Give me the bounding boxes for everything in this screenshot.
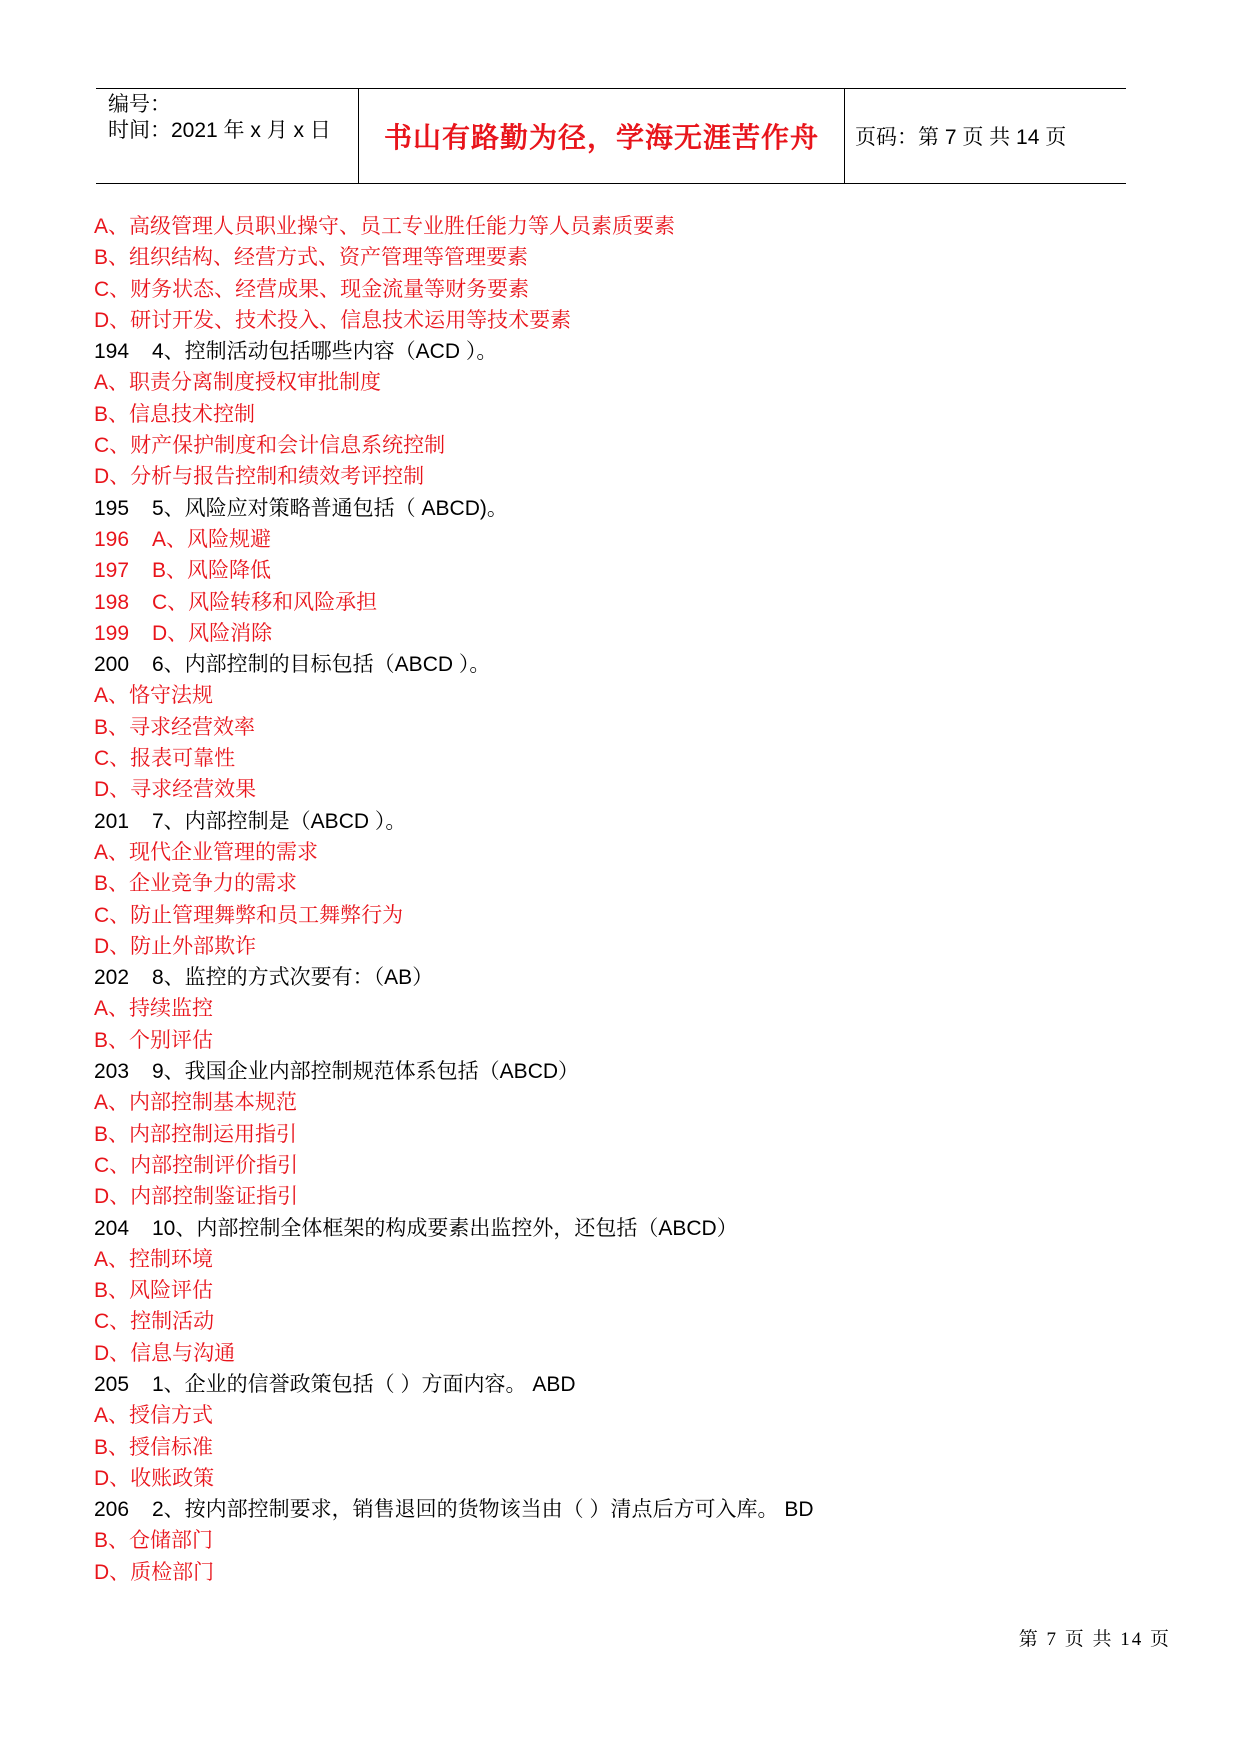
option-line <box>94 430 1134 461</box>
option-line <box>94 367 1134 398</box>
line-number: 195 <box>94 496 130 520</box>
line-text: B、内部控制运用指引 <box>94 1122 298 1146</box>
line-text: D、风险消除 <box>152 621 273 645</box>
line-text: D、分析与报告控制和绩效考评控制 <box>94 465 425 489</box>
line-text: D、研讨开发、技术投入、信息技术运用等技术要素 <box>94 308 572 332</box>
option-line <box>94 618 1134 649</box>
option-line <box>94 1463 1134 1494</box>
time-label: 时间：2021 年 x 月 x 日 <box>108 119 331 142</box>
option-line <box>94 712 1134 743</box>
line-text: A、现代企业管理的需求 <box>94 840 319 864</box>
question-line <box>94 493 1134 524</box>
option-line <box>94 1150 1134 1181</box>
option-line <box>94 1119 1134 1150</box>
option-line <box>94 993 1134 1024</box>
option-line <box>94 1400 1134 1431</box>
option-line <box>94 1306 1134 1337</box>
option-line <box>94 680 1134 711</box>
option-line <box>94 774 1134 805</box>
line-text: C、控制活动 <box>94 1310 215 1334</box>
line-text: 10、内部控制全体框架的构成要素出监控外，还包括（ABCD） <box>152 1216 738 1240</box>
option-line <box>94 305 1134 336</box>
page-footer: 第 7 页 共 14 页 <box>1018 1629 1171 1650</box>
option-line <box>94 587 1134 618</box>
line-text: B、授信标准 <box>94 1435 214 1459</box>
option-line <box>94 1275 1134 1306</box>
line-text: C、报表可靠性 <box>94 747 236 771</box>
line-text: 1、企业的信誉政策包括（ ）方面内容。 ABD <box>152 1372 576 1396</box>
line-text: C、财产保护制度和会计信息系统控制 <box>94 434 446 458</box>
line-text: C、风险转移和风险承担 <box>152 590 378 614</box>
line-text: D、寻求经营效果 <box>94 778 257 802</box>
question-line <box>94 1056 1134 1087</box>
line-number: 204 <box>94 1216 130 1240</box>
option-line <box>94 1181 1134 1212</box>
line-text: B、风险降低 <box>152 559 272 583</box>
line-text: A、高级管理人员职业操守、员工专业胜任能力等人员素质要素 <box>94 215 676 238</box>
line-number: 199 <box>94 621 130 645</box>
line-text: C、防止管理舞弊和员工舞弊行为 <box>94 903 404 927</box>
line-number: 205 <box>94 1372 130 1396</box>
option-line <box>94 743 1134 774</box>
option-line <box>94 1432 1134 1463</box>
question-line <box>94 1213 1134 1244</box>
line-number: 197 <box>94 559 130 583</box>
option-line <box>94 242 1134 273</box>
line-text: A、恪守法规 <box>94 684 214 708</box>
line-text: A、授信方式 <box>94 1404 214 1428</box>
line-text: B、个别评估 <box>94 1028 214 1052</box>
header-meta-cell <box>96 89 359 183</box>
line-text: A、控制环境 <box>94 1247 214 1271</box>
line-number: 198 <box>94 590 130 614</box>
header-page-cell <box>845 89 1125 183</box>
line-number: 194 <box>94 340 130 364</box>
line-text: D、信息与沟通 <box>94 1341 236 1365</box>
serial-label: 编号： <box>108 93 171 116</box>
line-text: 9、我国企业内部控制规范体系包括（ABCD） <box>152 1060 580 1084</box>
line-number: 206 <box>94 1498 130 1522</box>
line-text: B、信息技术控制 <box>94 402 256 426</box>
option-line <box>94 900 1134 931</box>
line-text: 4、控制活动包括哪些内容（ACD ）。 <box>152 340 498 364</box>
option-line <box>94 931 1134 962</box>
line-number: 202 <box>94 966 130 990</box>
line-text: A、持续监控 <box>94 997 214 1021</box>
line-number: 200 <box>94 653 130 677</box>
line-text: C、财务状态、经营成果、现金流量等财务要素 <box>94 277 530 301</box>
line-text: B、组织结构、经营方式、资产管理等管理要素 <box>94 246 529 270</box>
option-line <box>94 211 1134 242</box>
line-text: D、内部控制鉴证指引 <box>94 1185 299 1209</box>
line-text: 6、内部控制的目标包括（ABCD ）。 <box>152 653 491 677</box>
line-number: 203 <box>94 1060 130 1084</box>
option-line <box>94 1244 1134 1275</box>
question-line <box>94 962 1134 993</box>
question-line <box>94 1494 1134 1525</box>
option-line <box>94 555 1134 586</box>
option-line <box>94 837 1134 868</box>
option-line <box>94 1557 1134 1588</box>
line-text: D、质检部门 <box>94 1560 215 1584</box>
line-text: B、仓储部门 <box>94 1529 214 1553</box>
option-line <box>94 1525 1134 1556</box>
line-text: B、风险评估 <box>94 1279 214 1303</box>
option-line <box>94 1338 1134 1369</box>
question-line <box>94 806 1134 837</box>
page-info: 页码：第 7 页 共 14 页 <box>855 126 1067 149</box>
line-text: C、内部控制评价指引 <box>94 1153 299 1177</box>
line-text: 7、内部控制是（ABCD ）。 <box>152 809 407 833</box>
line-text: B、企业竞争力的需求 <box>94 872 298 896</box>
page-header <box>96 88 1126 184</box>
option-line <box>94 1025 1134 1056</box>
header-motto-cell <box>359 89 845 183</box>
line-number: 201 <box>94 809 130 833</box>
question-list <box>94 211 1134 1588</box>
line-text: 8、监控的方式次要有：（AB） <box>152 966 434 990</box>
line-text: 2、按内部控制要求，销售退回的货物该当由（ ）清点后方可入库。 BD <box>152 1498 814 1522</box>
option-line <box>94 274 1134 305</box>
question-line <box>94 649 1134 680</box>
option-line <box>94 1087 1134 1118</box>
line-text: D、收账政策 <box>94 1466 215 1490</box>
option-line <box>94 461 1134 492</box>
motto: 书山有路勤为径，学海无涯苦作舟 <box>383 121 819 154</box>
line-text: A、内部控制基本规范 <box>94 1091 298 1115</box>
option-line <box>94 399 1134 430</box>
question-line <box>94 336 1134 367</box>
line-text: 5、风险应对策略普通包括（ ABCD)。 <box>152 496 508 520</box>
question-line <box>94 1369 1134 1400</box>
option-line <box>94 868 1134 899</box>
line-text: B、寻求经营效率 <box>94 715 256 739</box>
option-line <box>94 524 1134 555</box>
line-number: 196 <box>94 527 130 551</box>
line-text: A、职责分离制度授权审批制度 <box>94 371 382 395</box>
line-text: D、防止外部欺诈 <box>94 934 257 958</box>
line-text: A、风险规避 <box>152 527 272 551</box>
